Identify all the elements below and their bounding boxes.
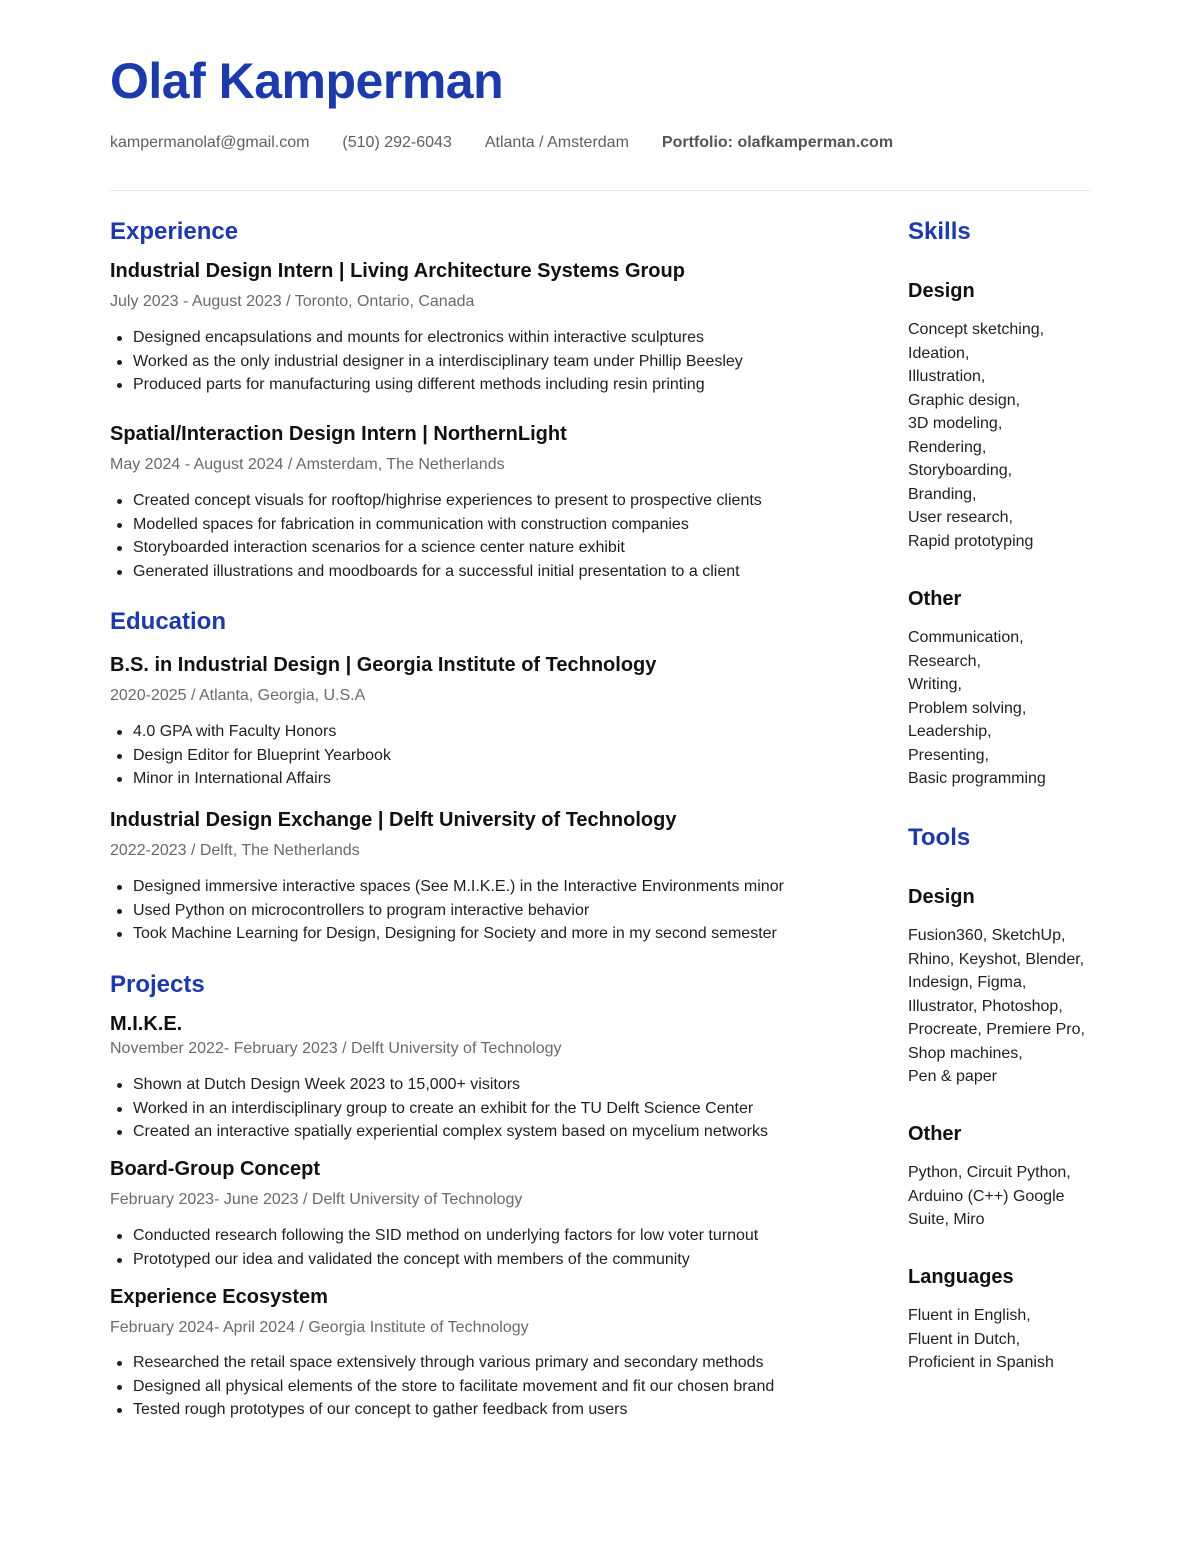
bullet-item: Generated illustrations and moodboards for a successful initial presentation to a client xyxy=(110,560,762,584)
contact-phone: (510) 292-6043 xyxy=(342,134,452,151)
tools-other-list xyxy=(908,1161,1071,1232)
entry-meta: 2022-2023 / Delft, The Netherlands xyxy=(110,842,360,859)
contact-bar xyxy=(110,134,926,152)
list-item: Writing, xyxy=(908,676,962,693)
entry-title: Experience Ecosystem xyxy=(110,1286,328,1308)
bullet-item: Produced parts for manufacturing using different methods including resin printing xyxy=(110,373,743,397)
contact-email[interactable]: kampermanolaf@gmail.com xyxy=(110,134,310,151)
bullet-list xyxy=(110,875,784,946)
bullet-item: Worked as the only industrial designer in a interdisciplinary team under Phillip Beesley xyxy=(110,350,743,374)
entry-meta: February 2024- April 2024 / Georgia Institute of Technology xyxy=(110,1319,529,1336)
bullet-item: Storyboarded interaction scenarios for a science center nature exhibit xyxy=(110,536,762,560)
contact-portfolio[interactable]: Portfolio: olafkamperman.com xyxy=(661,134,894,151)
entry-title: Spatial/Interaction Design Intern | NorthernLight xyxy=(110,423,567,445)
skills-other-list xyxy=(908,626,1046,791)
list-item: Fluent in English, xyxy=(908,1307,1031,1324)
section-title-experience: Experience xyxy=(110,218,239,245)
bullet-item: Designed encapsulations and mounts for electronics within interactive sculptures xyxy=(110,326,743,350)
list-item: Illustrator, Photoshop, xyxy=(908,997,1063,1015)
bullet-item: Designed all physical elements of the store to facilitate movement and fit our chosen brand xyxy=(110,1375,774,1399)
bullet-item: Modelled spaces for fabrication in communication with construction companies xyxy=(110,513,762,537)
tools-design-heading: Design xyxy=(908,886,975,908)
list-item: Basic programming xyxy=(908,770,1046,787)
skills-design-heading: Design xyxy=(908,280,975,302)
section-title-skills: Skills xyxy=(908,218,971,245)
bullet-item: Researched the retail space extensively through various primary and secondary methods xyxy=(110,1351,774,1375)
entry-meta: May 2024 - August 2024 / Amsterdam, The Netherlands xyxy=(110,456,505,473)
list-item: Fusion360, SketchUp, xyxy=(908,927,1066,944)
bullet-item: Used Python on microcontrollers to program interactive behavior xyxy=(110,899,784,923)
list-item: Python, Circuit Python, xyxy=(908,1164,1071,1181)
skills-design-list xyxy=(908,318,1044,553)
list-item: Communication, xyxy=(908,629,1024,646)
list-item: Leadership, xyxy=(908,723,992,740)
bullet-item: Minor in International Affairs xyxy=(110,767,391,791)
list-item: Rhino, Keyshot, Blender, xyxy=(908,950,1085,968)
languages-heading: Languages xyxy=(908,1266,1014,1288)
bullet-item: Shown at Dutch Design Week 2023 to 15,000+ visitors xyxy=(110,1073,768,1097)
list-item: Problem solving, xyxy=(908,699,1027,717)
list-item: Fluent in Dutch, xyxy=(908,1330,1021,1348)
bullet-item: Conducted research following the SID method on underlying factors for low voter turnout xyxy=(110,1224,758,1248)
section-title-education: Education xyxy=(110,608,227,635)
contact-location: Atlanta / Amsterdam xyxy=(484,134,629,151)
section-title-projects: Projects xyxy=(110,971,205,998)
bullet-item: Took Machine Learning for Design, Designing for Society and more in my second semester xyxy=(110,922,784,946)
bullet-list xyxy=(110,489,762,583)
list-item: Indesign, Figma, xyxy=(908,974,1027,991)
list-item: Arduino (C++) Google xyxy=(908,1187,1065,1205)
header-divider xyxy=(110,190,1090,191)
list-item: 3D modeling, xyxy=(908,415,1003,432)
tools-design-list xyxy=(908,924,1085,1089)
list-item: Pen & paper xyxy=(908,1068,997,1085)
bullet-list xyxy=(110,1224,758,1271)
resume-name: Olaf Kamperman xyxy=(110,53,504,109)
entry-title: Industrial Design Exchange | Delft University of Technology xyxy=(110,809,677,831)
list-item: Presenting, xyxy=(908,746,989,764)
bullet-list xyxy=(110,1073,768,1144)
list-item: Graphic design, xyxy=(908,391,1021,409)
bullet-item: Design Editor for Blueprint Yearbook xyxy=(110,744,391,768)
list-item: Concept sketching, xyxy=(908,321,1045,338)
entry-title: Board-Group Concept xyxy=(110,1158,320,1180)
bullet-item: Created an interactive spatially experiential complex system based on mycelium networks xyxy=(110,1120,768,1144)
list-item: Shop machines, xyxy=(908,1044,1023,1062)
bullet-item: Tested rough prototypes of our concept to gather feedback from users xyxy=(110,1398,774,1422)
bullet-item: Prototyped our idea and validated the concept with members of the community xyxy=(110,1248,758,1272)
list-item: User research, xyxy=(908,509,1013,526)
list-item: Branding, xyxy=(908,485,977,503)
list-item: Proficient in Spanish xyxy=(908,1354,1054,1371)
list-item: Illustration, xyxy=(908,368,986,385)
list-item: Ideation, xyxy=(908,344,970,362)
entry-meta: July 2023 - August 2023 / Toronto, Ontario, Canada xyxy=(110,293,475,310)
languages-list xyxy=(908,1304,1054,1375)
entry-meta: February 2023- June 2023 / Delft University of Technology xyxy=(110,1191,523,1208)
bullet-item: 4.0 GPA with Faculty Honors xyxy=(110,720,391,744)
list-item: Storyboarding, xyxy=(908,462,1013,479)
list-item: Procreate, Premiere Pro, xyxy=(908,1021,1085,1038)
skills-other-heading: Other xyxy=(908,588,962,610)
list-item: Suite, Miro xyxy=(908,1211,985,1228)
entry-title: Industrial Design Intern | Living Architecture Systems Group xyxy=(110,260,685,282)
entry-meta: 2020-2025 / Atlanta, Georgia, U.S.A xyxy=(110,687,366,704)
bullet-item: Designed immersive interactive spaces (See M.I.K.E.) in the Interactive Environments minor xyxy=(110,875,784,899)
tools-other-heading: Other xyxy=(908,1123,962,1145)
bullet-list xyxy=(110,1351,774,1422)
bullet-list xyxy=(110,720,391,791)
bullet-list xyxy=(110,326,743,397)
list-item: Research, xyxy=(908,652,981,670)
list-item: Rapid prototyping xyxy=(908,532,1034,550)
list-item: Rendering, xyxy=(908,438,987,456)
entry-title: B.S. in Industrial Design | Georgia Institute of Technology xyxy=(110,654,657,676)
entry-title: M.I.K.E. xyxy=(110,1013,183,1035)
entry-meta: November 2022- February 2023 / Delft University of Technology xyxy=(110,1040,562,1057)
section-title-tools: Tools xyxy=(908,824,971,851)
bullet-item: Worked in an interdisciplinary group to create an exhibit for the TU Delft Science Center xyxy=(110,1097,768,1121)
bullet-item: Created concept visuals for rooftop/highrise experiences to present to prospective clients xyxy=(110,489,762,513)
